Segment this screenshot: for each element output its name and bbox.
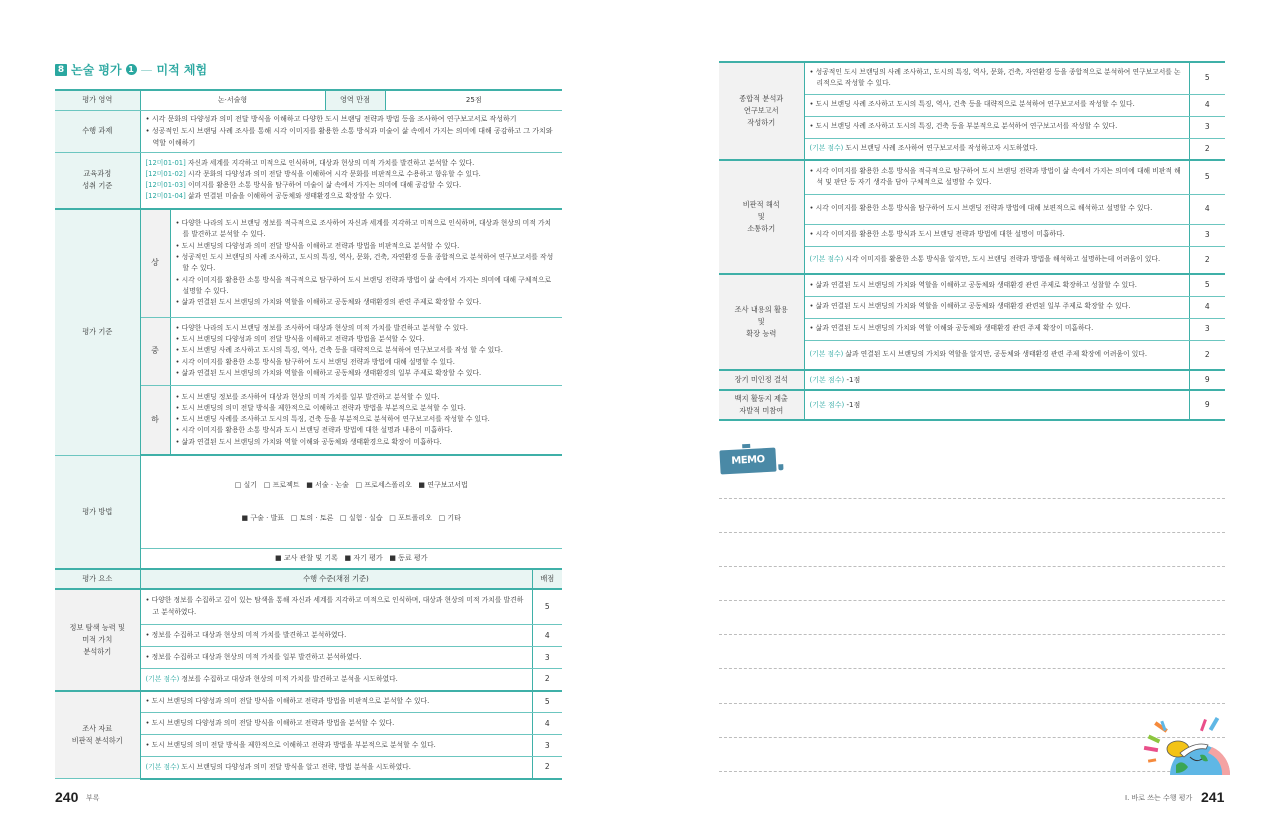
criteria-item: • 도시 브랜딩 정보를 조사하여 대상과 현상의 미적 가치를 일부 발견하고 분석할 수 있다. <box>175 392 440 401</box>
score-header: 배점 <box>532 569 562 589</box>
task-label: 수행 과제 <box>55 110 140 152</box>
method-row-1: □ 실기 □ 프로젝트 ■ 서술 · 논술 □ 프로세스폴리오 ■ 연구보고서법 <box>234 481 468 489</box>
rubric-score: 2 <box>532 669 562 691</box>
method-row-2: ■ 구술 · 발표 □ 토의 · 토론 □ 실험 · 실습 □ 포트폴리오 □ 기타 <box>241 514 461 522</box>
criteria-item: • 도시 브랜딩의 의미 전달 방식을 제한적으로 이해하고 전략과 방법을 부분적으로 분석할 수 있다. <box>175 403 466 412</box>
rubric-score: 4 <box>532 713 562 735</box>
criteria-item: • 시각 이미지를 활용한 소통 방식과 도시 브랜딩 전략과 방법에 대한 설명과 내용이 미흡하다. <box>175 426 453 435</box>
criteria-item: • 삶과 연결된 도시 브랜딩의 가치와 역할 이해와 공동체와 생태환경으로 확장이 미흡하다. <box>175 437 442 446</box>
rubric-description: • 도시 브랜딩 사례 조사하고 도시의 특징, 건축 등을 부분적으로 분석하여 연구보고서를 작성할 수 있다. <box>804 116 1189 138</box>
full-score-label: 영역 만점 <box>325 90 385 110</box>
criteria-item: • 도시 브랜딩의 다양성과 의미 전달 방식을 이해하고 전략과 방법을 비판적으로 분석할 수 있다. <box>175 241 460 250</box>
extra-row-description: (기본 점수) -1점 <box>804 370 1189 390</box>
level-high: 상 <box>140 209 170 317</box>
rubric-score: 3 <box>1189 224 1225 246</box>
memo-tab-shape <box>742 444 750 448</box>
rubric-description: • 정보를 수집하고 대상과 현상의 미적 가치를 일부 발견하고 분석하였다. <box>140 647 532 669</box>
memo-line <box>719 498 1225 499</box>
rubric-description: • 도시 브랜딩의 다양성과 의미 전달 방식을 이해하고 전략과 방법을 비판적으로 분석할 수 있다. <box>140 691 532 713</box>
rubric-score: 4 <box>1189 296 1225 318</box>
left-section-label: 부록 <box>86 794 100 802</box>
criteria-item: • 시각 이미지를 활용한 소통 방식을 탐구하여 도시 브랜딩 전략과 방법에 대해 설명할 수 있다. <box>175 357 455 366</box>
element-header: 평가 요소 <box>55 569 140 589</box>
rubric-description: • 정보를 수집하고 대상과 현상의 미적 가치를 발견하고 분석하였다. <box>140 625 532 647</box>
rubric-score: 2 <box>1189 138 1225 160</box>
method-label: 평가 방법 <box>55 455 140 569</box>
memo-line <box>719 703 1225 704</box>
method-options <box>140 455 562 549</box>
memo-badge <box>719 448 776 475</box>
title-main: 논술 평가 <box>71 63 122 77</box>
rubric-score: 2 <box>1189 340 1225 370</box>
element-label: 비판적 해석 및 소통하기 <box>719 160 804 274</box>
section-number-badge: 8 <box>55 64 67 76</box>
rubric-description: • 다양한 정보를 수집하고 깊이 있는 탐색을 통해 자신과 세계를 지각하고 미적으로 인식하며, 대상과 현상의 미적 가치를 발견하고 분석하였다. <box>140 589 532 625</box>
task-item: • 성공적인 도시 브랜딩 사례 조사를 통해 시각 이미지를 활용한 소통 방식과 미술이 삶 속에서 가지는 의미에 대해 공감하고 그 가치와 역할 이해하기 <box>145 127 553 147</box>
assessment-table-right <box>719 61 1225 421</box>
criteria-label: 평가 기준 <box>55 209 140 455</box>
rubric-score: 5 <box>1189 62 1225 94</box>
area-value: 논·서술형 <box>140 90 325 110</box>
extra-row-label: 장기 미인정 결석 <box>719 370 804 390</box>
title-sub: 미적 체험 <box>156 63 208 77</box>
criteria-item: • 다양한 나라의 도시 브랜딩 정보를 적극적으로 조사하여 자신과 세계를 지각하고 미적으로 인식하며, 대상과 현상의 미적 가치를 발견하고 분석할 수 있다. <box>175 219 552 239</box>
rubric-score: 5 <box>1189 274 1225 296</box>
area-label: 평가 영역 <box>55 90 140 110</box>
task-items <box>140 110 562 152</box>
assessment-table-left <box>55 89 562 780</box>
element-label: 조사 자료 비판적 분석하기 <box>55 691 140 779</box>
criteria-item: • 성공적인 도시 브랜딩의 사례 조사하고, 도시의 특징, 역사, 문화, 건축, 자연환경 등을 종합적으로 분석하여 연구보고서를 작성할 수 있다. <box>175 252 554 273</box>
standard-item: [12미01-02] 시각 문화의 다양성과 의미 전달 방식을 이해하여 시각 문화를 비판적으로 수용하고 향유할 수 있다. <box>145 170 481 179</box>
rubric-description: (기본 점수) 정보를 수집하고 대상과 현상의 미적 가치를 발견하고 분석을 시도하였다. <box>140 669 532 691</box>
level-mid-items <box>170 317 562 385</box>
memo-line <box>719 600 1225 601</box>
right-section-label: I. 바로 쓰는 수행 평가 <box>1125 794 1193 802</box>
left-page-number: 240 <box>55 789 79 805</box>
rubric-score: 5 <box>532 589 562 625</box>
element-label: 정보 탐색 능력 및 미적 가치 분석하기 <box>55 589 140 691</box>
extra-row-score: 9 <box>1189 370 1225 390</box>
criteria-item: • 삶과 연결된 도시 브랜딩의 가치와 역할을 이해하고 공동체와 생태환경의 일부 주제로 확장할 수 있다. <box>175 368 482 377</box>
extra-row-label: 백지 활동지 제출 자발적 미참여 <box>719 390 804 420</box>
rubric-score: 3 <box>532 647 562 669</box>
criteria-item: • 시각 이미지를 활용한 소통 방식을 적극적으로 탐구하여 도시 브랜딩 전략과 방법이 삶 속에서 가지는 의미에 대해 구체적으로 설명할 수 있다. <box>175 275 552 295</box>
rubric-description: • 도시 브랜딩 사례 조사하고 도시의 특징, 역사, 건축 등을 대략적으로 분석하여 연구보고서를 작성할 수 있다. <box>804 94 1189 116</box>
criteria-item: • 도시 브랜딩 사례 조사하고 도시의 특징, 역사, 건축 등을 대략적으로 분석하여 연구보고서를 작성 할 수 있다. <box>175 346 503 355</box>
extra-row-description: (기본 점수) -1점 <box>804 390 1189 420</box>
element-label: 종합적 분석과 연구보고서 작성하기 <box>719 62 804 160</box>
memo-line <box>719 532 1225 533</box>
criteria-item: • 도시 브랜딩의 다양성과 의미 전달 방식을 이해하고 전략과 방법을 분석할 수 있다. <box>175 335 425 344</box>
standard-item: [12미01-01] 자신과 세계를 지각하고 미적으로 인식하며, 대상과 현상의 미적 가치를 발견하고 분석할 수 있다. <box>145 159 475 168</box>
method-row-3: ■ 교사 관찰 및 기록 ■ 자기 평가 ■ 동료 평가 <box>140 549 562 569</box>
rubric-description: (기본 점수) 시각 이미지를 활용한 소통 방식을 알지만, 도시 브랜딩 전략과 방법을 해석하고 설명하는데 어려움이 있다. <box>804 246 1189 274</box>
rubric-score: 4 <box>532 625 562 647</box>
rubric-score: 5 <box>532 691 562 713</box>
extra-row-score: 9 <box>1189 390 1225 420</box>
rubric-score: 2 <box>1189 246 1225 274</box>
criteria-item: • 삶과 연결된 도시 브랜딩의 가치와 역할을 이해하고 공동체와 생태환경의 관련 주제로 확장할 수 있다. <box>175 298 482 307</box>
rubric-description: • 도시 브랜딩의 의미 전달 방식을 제한적으로 이해하고 전략과 방법을 부분적으로 분석할 수 있다. <box>140 735 532 757</box>
rubric-description: • 삶과 연결된 도시 브랜딩의 가치와 역할 이해와 공동체와 생태환경 관련 주제 확장이 미흡하다. <box>804 318 1189 340</box>
rubric-score: 3 <box>1189 318 1225 340</box>
rubric-score: 3 <box>1189 116 1225 138</box>
task-item: • 시각 문화의 다양성과 의미 전달 방식을 이해하고 다양한 도시 브랜딩 전략과 방법 등을 조사하여 연구보고서로 작성하기 <box>145 115 517 123</box>
standard-item: [12미01-03] 이미지를 활용한 소통 방식을 탐구하여 미술이 삶 속에서 가지는 의미에 대해 공감할 수 있다. <box>145 181 462 190</box>
rubric-score: 5 <box>1189 160 1225 194</box>
standards-list <box>140 152 562 209</box>
memo-line <box>719 566 1225 567</box>
level-header: 수행 수준(채점 기준) <box>140 569 532 589</box>
rubric-description: (기본 점수) 도시 브랜딩의 다양성과 의미 전달 방식을 알고 전략, 방법 분석을 시도하였다. <box>140 757 532 779</box>
rubric-score: 3 <box>532 735 562 757</box>
rubric-description: • 성공적인 도시 브랜딩의 사례 조사하고, 도시의 특징, 역사, 문화, 건축, 자연환경 등을 종합적으로 분석하여 연구보고서를 논리적으로 작성할 수 있다. <box>804 62 1189 94</box>
right-page-number: 241 <box>1201 789 1225 805</box>
level-low-items <box>170 385 562 455</box>
memo-line <box>719 668 1225 669</box>
rubric-description: • 시각 이미지를 활용한 소통 방식과 도시 브랜딩 전략과 방법에 대한 설명이 미흡하다. <box>804 224 1189 246</box>
level-low: 하 <box>140 385 170 455</box>
memo-hook-shape <box>778 464 783 470</box>
element-label: 조사 내용의 활용 및 확장 능력 <box>719 274 804 370</box>
full-score-value: 25점 <box>385 90 562 110</box>
rubric-score: 4 <box>1189 194 1225 224</box>
criteria-item: • 다양한 나라의 도시 브랜딩 정보를 조사하여 대상과 현상의 미적 가치를 발견하고 분석할 수 있다. <box>175 323 468 332</box>
rubric-description: • 시각 이미지를 활용한 소통 방식을 탐구하여 도시 브랜딩 전략과 방법에 대해 보편적으로 해석하고 설명할 수 있다. <box>804 194 1189 224</box>
rubric-description: • 삶과 연결된 도시 브랜딩의 가치와 역할을 이해하고 공동체와 생태환경 관련 주제로 확장하고 성찰할 수 있다. <box>804 274 1189 296</box>
rubric-description: (기본 점수) 삶과 연결된 도시 브랜딩의 가치와 역할을 알지만, 공동체와 생태환경 관련 주제 확장에 어려움이 있다. <box>804 340 1189 370</box>
level-mid: 중 <box>140 317 170 385</box>
rubric-score: 4 <box>1189 94 1225 116</box>
rubric-description: • 도시 브랜딩의 다양성과 의미 전달 방식을 이해하고 전략과 방법을 분석할 수 있다. <box>140 713 532 735</box>
level-high-items <box>170 209 562 317</box>
rubric-description: • 삶과 연결된 도시 브랜딩의 가치와 역할을 이해하고 공동체와 생태환경 관련된 일부 주제로 확장할 수 있다. <box>804 296 1189 318</box>
rubric-score: 2 <box>532 757 562 779</box>
memo-badge-text: MEMO <box>731 454 765 467</box>
globe-illustration <box>1140 715 1230 775</box>
standard-item: [12미01-04] 삶과 연결된 미술을 이해하여 공동체와 생태환경으로 확장할 수 있다. <box>145 192 392 201</box>
criteria-item: • 도시 브랜딩 사례를 조사하고 도시의 특징, 건축 등을 부분적으로 분석하여 연구보고서를 작성할 수 있다. <box>175 415 490 424</box>
title-dash: — <box>140 62 153 77</box>
standards-label: 교육과정 성취 기준 <box>55 152 140 209</box>
rubric-description: • 시각 이미지를 활용한 소통 방식을 적극적으로 탐구하여 도시 브랜딩 전략과 방법이 삶 속에서 가지는 의미에 대해 비판적 해석 및 판단 등 자기 생각을 담아 구체적으로 설명할 수 있다. <box>804 160 1189 194</box>
page-title <box>55 61 207 78</box>
rubric-description: (기본 점수) 도시 브랜딩 사례 조사하여 연구보고서를 작성하고자 시도하였다. <box>804 138 1189 160</box>
title-circle-number: 1 <box>126 64 137 75</box>
memo-line <box>719 634 1225 635</box>
